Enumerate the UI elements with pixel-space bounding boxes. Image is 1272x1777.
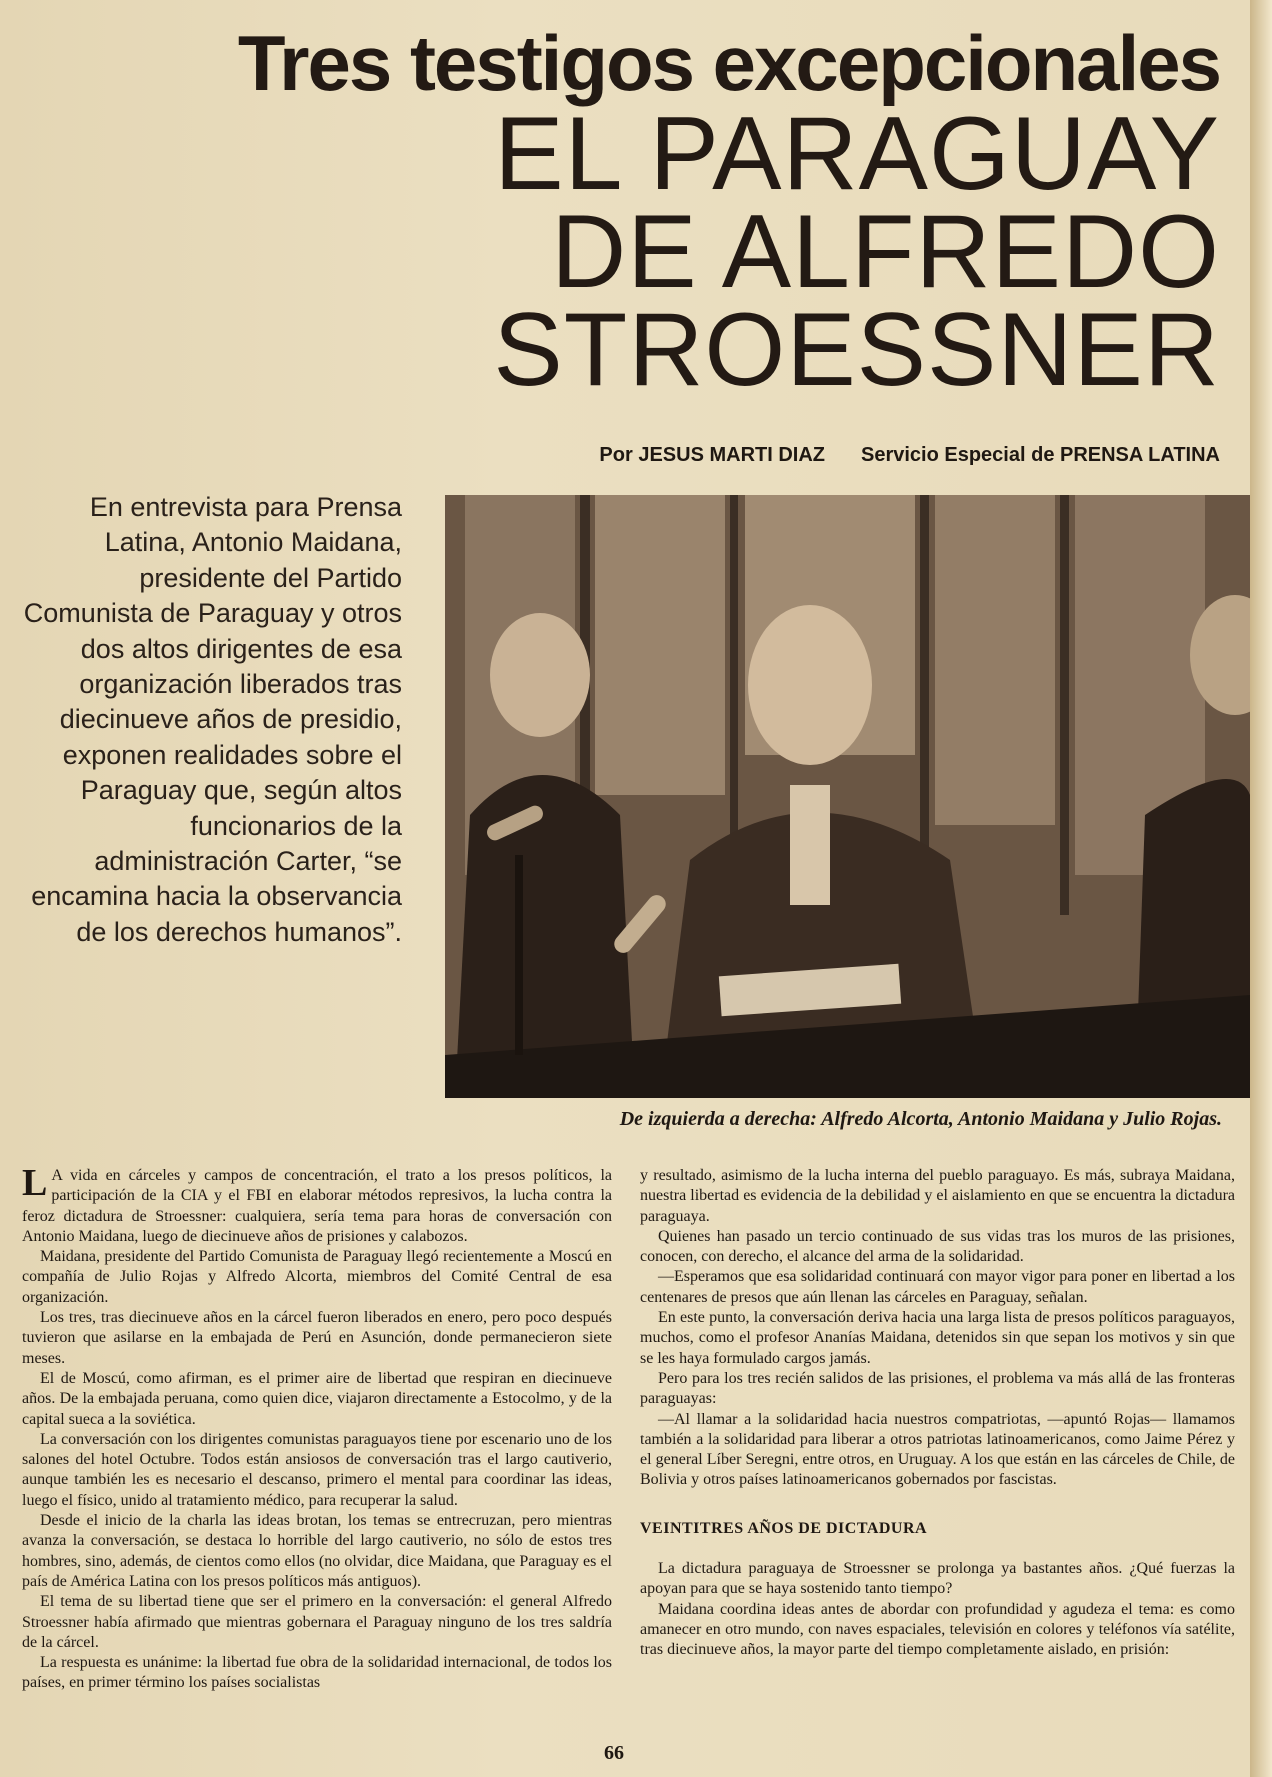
headline-line-3: STROESSNER [493,292,1220,408]
kicker-headline: Tres testigos excepcionales [237,19,1220,107]
byline [599,444,1220,467]
body-paragraph: —Al llamar a la solidaridad hacia nuestros compatriotas, —apuntó Rojas— llamamos también a la solidaridad para liberar a otros patriotas latinoamericanos, como Jaime Pérez y el general Líber Seregni, entre otros, en Uruguay. A los que están en las cárceles de Chile, de Bolivia y otros países latinoamericanos gobernados por fascistas. [640,1410,1235,1489]
body-paragraph [22,1162,612,1247]
body-paragraph: y resultado, asimismo de la lucha interna del pueblo paraguayo. Es más, subraya Maidana, nuestra libertad es evidencia de la debilidad y el aislamiento en que se encuentra la dictadura paraguaya. [640,1167,1235,1225]
body-paragraph: En este punto, la conversación deriva hacia una larga lista de presos políticos paraguayos, muchos, como el profesor Ananías Maidana, detenidos sin que sepan los motivos y sin que se les haya formulado cargos jamás. [640,1309,1235,1367]
photo-caption: De izquierda a derecha: Alfredo Alcorta, Antonio Maidana y Julio Rojas. [619,1108,1222,1130]
body-paragraph: La conversación con los dirigentes comunistas paraguayos tiene por escenario uno de los salones del hotel Octubre. Todos están ansiosos de conversación tras el largo cautiverio, aunque también les es necesario el descanso, primero el mental para coordinar las ideas, luego el físico, unido al tratamiento médico, para recuperar la salud. [22,1430,612,1509]
body-paragraph-text: A vida en cárceles y campos de concentración, el trato a los presos políticos, la participación de la CIA y el FBI en elaborar métodos represivos, la lucha contra la feroz dictadura de Stroessner: cualquiera, sería tema para horas de conversación con Antonio Maidana, luego de diecinueve años de prisiones y calabozos. [22,1167,612,1245]
drop-cap: L [22,1162,48,1204]
page-number: 66 [604,1742,624,1764]
main-headline [493,96,1220,408]
headline-line-1: EL PARAGUAY [494,96,1220,212]
byline-service: Servicio Especial de PRENSA LATINA [861,444,1220,466]
body-paragraph: El tema de su libertad tiene que ser el primero en la conversación: el general Alfredo Stroessner había afirmado que mientras gobernara el Paraguay ninguno de los tres saldría de la cárcel. [22,1593,612,1651]
body-paragraph: Pero para los tres recién salidos de las prisiones, el problema va más allá de las fronteras paraguayas: [640,1369,1235,1408]
body-paragraph: —Esperamos que esa solidaridad continuará con mayor vigor para poner en libertad a los centenares de presos que aún llenan las cárceles en Paraguay, señalan. [640,1268,1235,1306]
body-column-1 [22,1162,612,1694]
body-paragraph: La respuesta es unánime: la libertad fue obra de la solidaridad internacional, de todos los países, en primer término los países socialistas [22,1654,612,1692]
section-subhead: VEINTITRES AÑOS DE DICTADURA [640,1519,928,1537]
body-paragraph: Maidana, presidente del Partido Comunista de Paraguay llegó recientemente a Moscú en compañía de Julio Rojas y Alfredo Alcorta, miembros del Comité Central de esa organización. [22,1248,612,1306]
body-paragraph: La dictadura paraguaya de Stroessner se prolonga ya bastantes años. ¿Qué fuerzas la apoyan para que se haya sostenido tanto tiempo? [640,1560,1235,1598]
article-deck: En entrevista para Prensa Latina, Antonio Maidana, presidente del Partido Comunista de Paraguay y otros dos altos dirigentes de esa organización liberados tras diecinueve años de presidio, exponen realidades sobre el Paraguay que, según altos funcionarios de la administración Carter, “se encamina hacia la observancia de los derechos humanos”. [23,492,402,947]
body-paragraph: Maidana coordina ideas antes de abordar con profundidad y agudeza el tema: es como amanecer en otro mundo, con naves espaciales, televisión en colores y teléfonos vía satélite, tras diecinueve años, la mayor parte del tiempo completamente aislado, en prisión: [640,1600,1235,1659]
body-paragraph: Quienes han pasado un tercio continuado de sus vidas tras los muros de las prisiones, conocen, con derecho, el alcance del arma de la solidaridad. [640,1227,1235,1266]
body-paragraph: Desde el inicio de la charla las ideas brotan, los temas se entrecruzan, pero mientras avanza la conversación, se destaca lo horrible del largo cautiverio, no sólo de estos tres hombres, sino, además, de cientos como ellos (no olvidar, dice Maidana, que Paraguay es el país de América Latina con los presos políticos más antiguos). [22,1512,612,1590]
headline-line-2: DE ALFREDO [551,194,1220,310]
photo-illustration [445,495,1250,1098]
body-column-2 [640,1166,1235,1661]
adjacent-page-edge [1250,0,1272,1777]
body-paragraph: Los tres, tras diecinueve años en la cárcel fueron liberados en enero, pero poco después tuvieron que asilarse en la embajada de Perú en Asunción, donde permanecieron siete meses. [22,1309,612,1367]
body-paragraph: El de Moscú, como afirman, es el primer aire de libertad que respiran en diecinueve años. De la embajada peruana, como quien dice, viajaron directamente a Estocolmo, y de la capital sueca a la soviética. [22,1369,612,1428]
byline-author: Por JESUS MARTI DIAZ [599,444,825,466]
press-conference-photo [445,495,1250,1098]
